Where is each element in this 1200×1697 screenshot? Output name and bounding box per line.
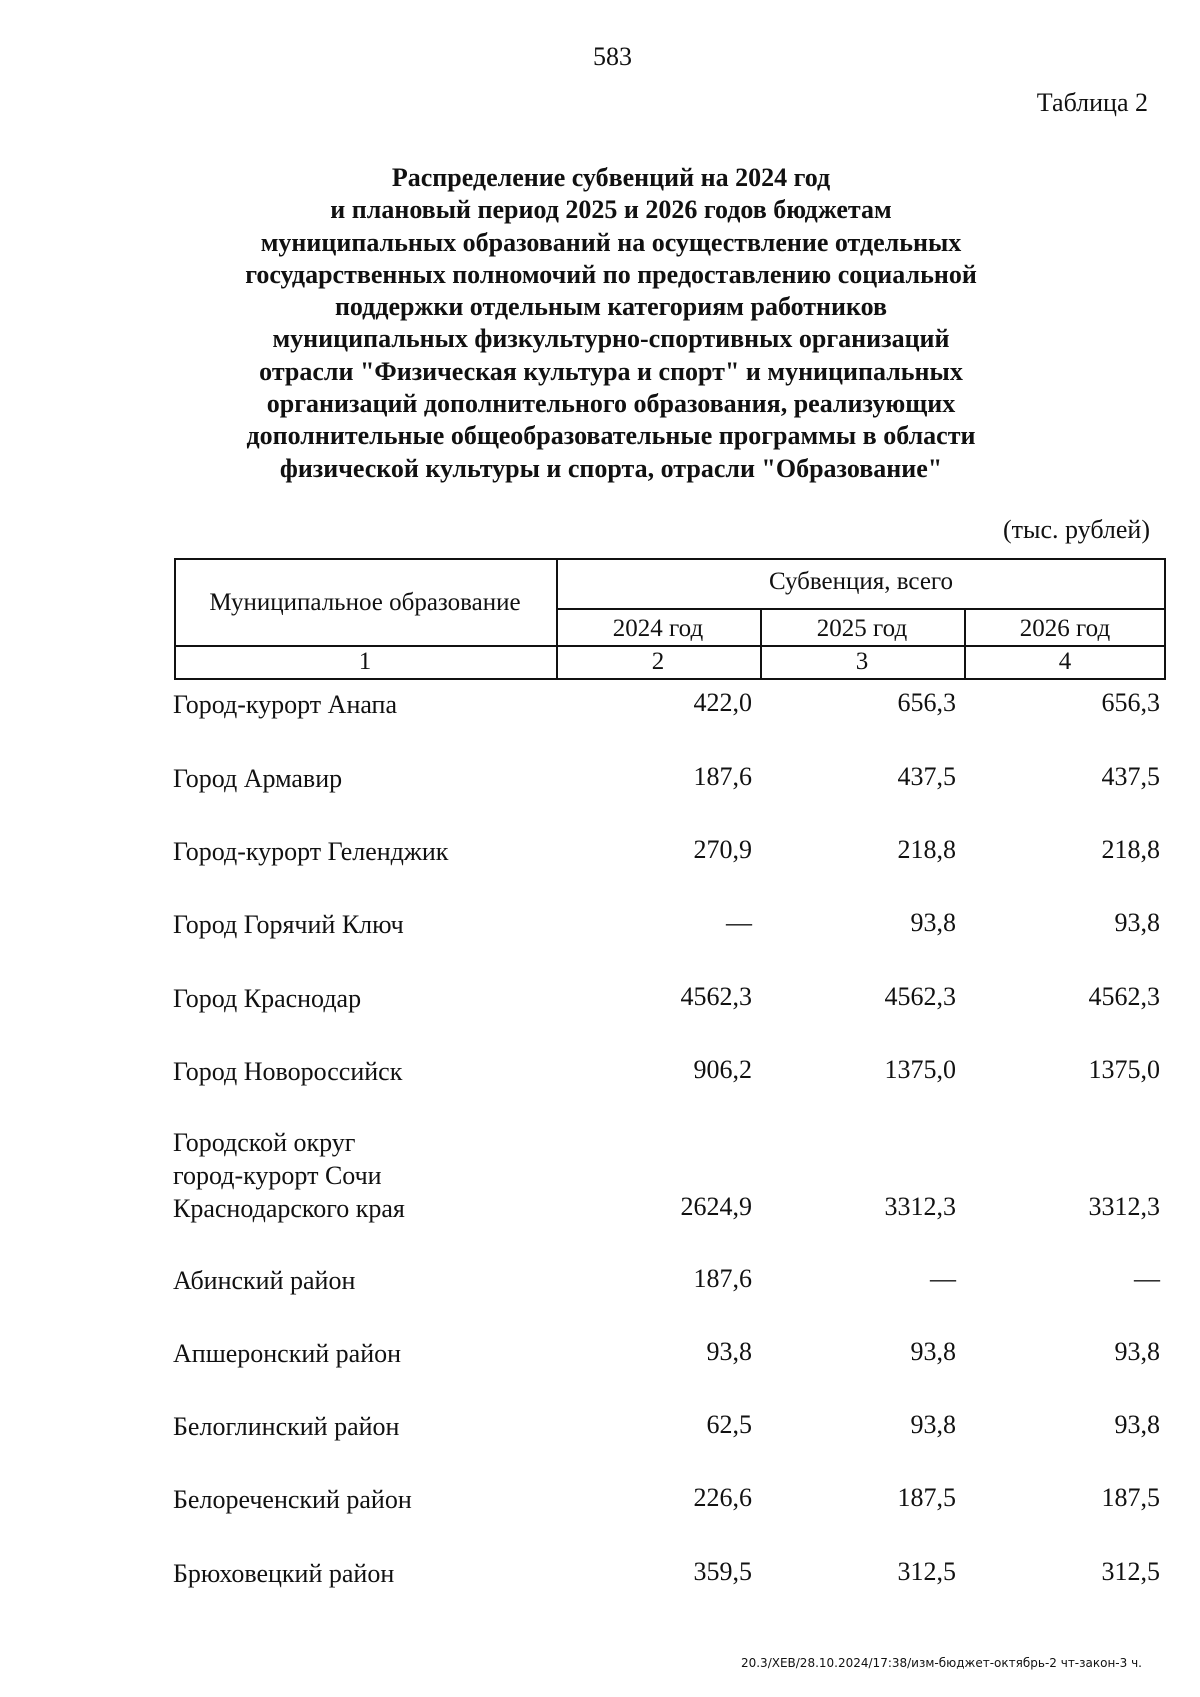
municipality-name: Белореченский район xyxy=(173,1485,412,1514)
value-2024: 4562,3 xyxy=(680,982,752,1011)
title-line: Распределение субвенций на 2024 год xyxy=(391,163,831,192)
header-colnum-3: 3 xyxy=(855,648,869,675)
header-border-years xyxy=(174,645,1166,647)
value-2026: 3312,3 xyxy=(1088,1192,1160,1221)
footer-document-code: 20.3/ХЕВ/28.10.2024/17:38/изм-бюджет-октябрь-2 чт-закон-3 ч. xyxy=(740,1656,1142,1670)
value-2025: 656,3 xyxy=(897,688,956,717)
value-2025: 437,5 xyxy=(897,762,956,791)
value-2025: — xyxy=(930,1264,956,1293)
header-year-2026: 2026 год xyxy=(1019,615,1111,642)
header-border-top xyxy=(174,558,1166,560)
header-year-2025: 2025 год xyxy=(816,615,908,642)
value-2024: 359,5 xyxy=(693,1557,752,1586)
header-subvention-total: Субвенция, всего xyxy=(768,568,954,595)
header-municipality: Муниципальное образование xyxy=(209,589,521,616)
value-2025: 312,5 xyxy=(897,1557,956,1586)
value-2026: 187,5 xyxy=(1101,1483,1160,1512)
title-line: дополнительные общеобразовательные программы в области xyxy=(246,421,976,451)
value-2024: 93,8 xyxy=(706,1337,752,1366)
header-colnum-1: 1 xyxy=(358,648,372,675)
document-title xyxy=(0,162,1200,485)
value-2026: 4562,3 xyxy=(1088,982,1160,1011)
value-2024: 422,0 xyxy=(693,688,752,717)
value-2024: 226,6 xyxy=(693,1483,752,1512)
page-number: 583 xyxy=(593,42,632,71)
header-border-mid xyxy=(556,608,1166,610)
value-2026: 437,5 xyxy=(1101,762,1160,791)
title-line: и плановый период 2025 и 2026 годов бюджетам xyxy=(330,195,892,225)
table-label: Таблица 2 xyxy=(1036,88,1148,117)
header-colnum-4: 4 xyxy=(1058,648,1072,675)
value-2026: — xyxy=(1134,1264,1160,1293)
header-border-bottom xyxy=(174,678,1166,680)
value-2025: 187,5 xyxy=(897,1483,956,1512)
value-2024: 270,9 xyxy=(693,835,752,864)
value-2024: 2624,9 xyxy=(680,1192,752,1221)
municipality-name: Город Краснодар xyxy=(173,984,362,1013)
municipality-name: Город-курорт Геленджик xyxy=(173,837,449,866)
municipality-name: Город-курорт Анапа xyxy=(173,690,398,719)
value-2025: 93,8 xyxy=(910,1410,956,1439)
value-2024: 187,6 xyxy=(693,762,752,791)
value-2025: 93,8 xyxy=(910,908,956,937)
value-2025: 3312,3 xyxy=(884,1192,956,1221)
units-label: (тыс. рублей) xyxy=(1002,515,1150,544)
title-line: муниципальных физкультурно-спортивных организаций xyxy=(272,324,950,354)
municipality-name: Апшеронский район xyxy=(173,1339,402,1368)
municipality-name: Город Армавир xyxy=(173,764,343,793)
value-2024: — xyxy=(726,908,752,937)
title-line: поддержки отдельным категориям работников xyxy=(334,292,888,322)
table-header xyxy=(174,558,1166,680)
value-2026: 312,5 xyxy=(1101,1557,1160,1586)
value-2025: 4562,3 xyxy=(884,982,956,1011)
header-colnum-2: 2 xyxy=(651,648,665,675)
municipality-name: Абинский район xyxy=(173,1266,356,1295)
municipality-name: Город Новороссийск xyxy=(173,1057,403,1086)
municipality-name: Город Горячий Ключ xyxy=(173,910,404,939)
value-2024: 62,5 xyxy=(706,1410,752,1439)
value-2026: 93,8 xyxy=(1114,1337,1160,1366)
value-2026: 1375,0 xyxy=(1088,1055,1160,1084)
title-line: физической культуры и спорта, отрасли "Образование" xyxy=(279,453,943,483)
value-2024: 906,2 xyxy=(693,1055,752,1084)
municipality-name: Белоглинский район xyxy=(173,1412,400,1441)
title-line: государственных полномочий по предоставлению социальной xyxy=(245,259,977,289)
value-2025: 218,8 xyxy=(897,835,956,864)
value-2026: 93,8 xyxy=(1114,1410,1160,1439)
value-2026: 93,8 xyxy=(1114,908,1160,937)
value-2026: 218,8 xyxy=(1101,835,1160,864)
value-2025: 93,8 xyxy=(910,1337,956,1366)
municipality-name: Брюховецкий район xyxy=(173,1559,395,1588)
title-line: муниципальных образований на осуществление отдельных xyxy=(260,227,962,257)
value-2024: 187,6 xyxy=(693,1264,752,1293)
municipality-name: Городской округ город-курорт Сочи Краснодарского края xyxy=(173,1128,405,1223)
title-line: организаций дополнительного образования, реализующих xyxy=(266,389,956,419)
value-2025: 1375,0 xyxy=(884,1055,956,1084)
value-2026: 656,3 xyxy=(1101,688,1160,717)
title-line: отрасли "Физическая культура и спорт" и муниципальных xyxy=(259,356,963,386)
header-year-2024: 2024 год xyxy=(612,615,704,642)
